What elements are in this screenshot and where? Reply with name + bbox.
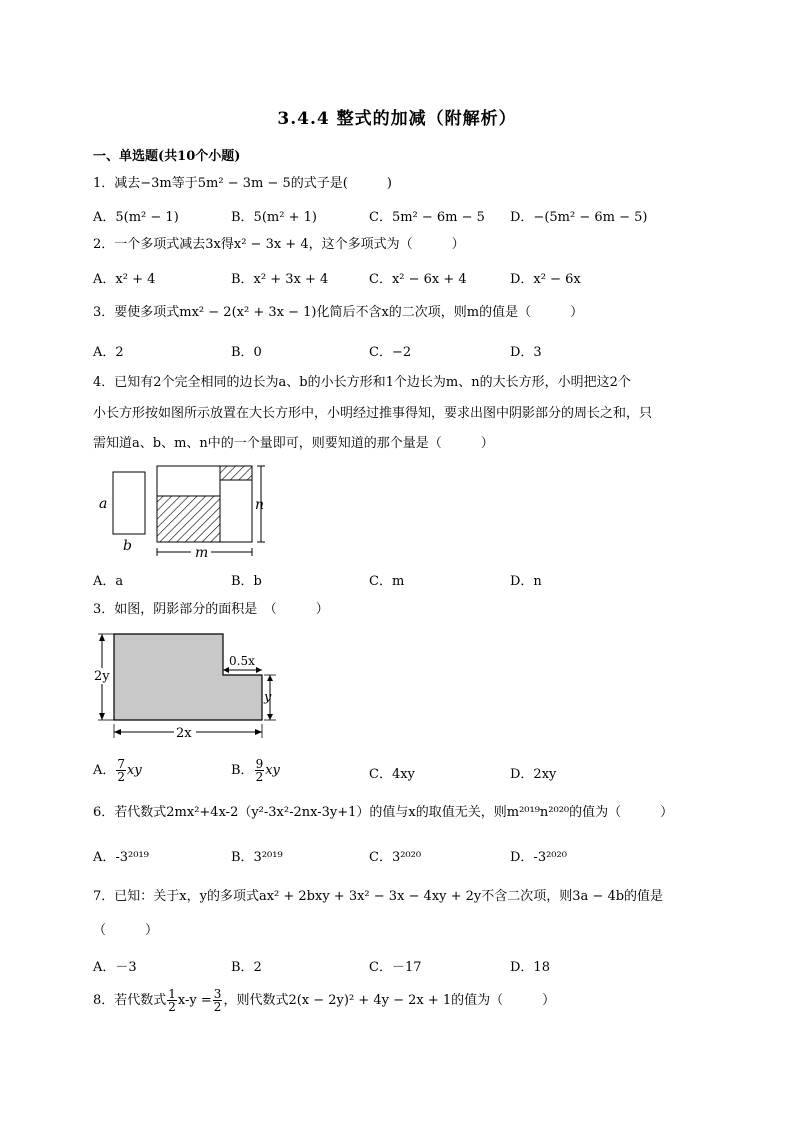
q1-option-c[interactable]: C．5m² − 6m − 5: [369, 210, 485, 225]
q2-option-c[interactable]: C．x² − 6x + 4: [369, 272, 467, 287]
q6-option-a[interactable]: A．-3²⁰¹⁹: [93, 850, 149, 865]
question-4-stem-line-2: 小长方形按如图所示放置在大长方形中，小明经过推事得知，要求出图中阴影部分的周长之和，只: [93, 406, 653, 421]
shaded-region-bottom-left: [157, 496, 220, 542]
q3-option-d[interactable]: D．3: [510, 345, 542, 360]
question-4-stem-line-3: 需知道a、b、m、n中的一个量即可，则要知道的那个量是（ ）: [93, 436, 494, 451]
q5-option-c[interactable]: C．4xy: [369, 767, 415, 782]
q2-option-b[interactable]: B．x² + 3x + 4: [231, 272, 329, 287]
question-3-stem: 3．要使多项式mx² − 2(x² + 3x − 1)化简后不含x的二次项，则m的值是（ ）: [93, 305, 584, 320]
q4-option-d[interactable]: D．n: [510, 574, 542, 589]
question-6-stem: 6．若代数式2mx²+4x-2（y²-3x²-2nx-3y+1）的值与x的取值无关，则m²⁰¹⁹n²⁰²⁰的值为（ ）: [93, 805, 674, 820]
q5-option-d[interactable]: D．2xy: [510, 767, 557, 782]
q5-option-b[interactable]: B． $\frac{9}{2}$ xy: [231, 757, 280, 784]
label-b: b: [123, 538, 132, 554]
label-m: m: [195, 545, 209, 561]
question-8-stem: 8．若代数式 $\frac{1}{2}$ x-y = $\frac{3}{2}$ ，则代数式2(x − 2y)² + 4y − 2x + 1的值为（ ）: [93, 987, 556, 1014]
q3-option-a[interactable]: A．2: [93, 345, 124, 360]
label-n: n: [255, 497, 265, 513]
question-4-figure: [95, 462, 275, 562]
question-1-stem: 1．减去−3m等于5m² − 3m − 5的式子是( ): [93, 176, 392, 191]
question-7-stem-line-2: （ ）: [93, 923, 159, 938]
label-2x: 2x: [176, 726, 192, 741]
label-2y: 2y: [94, 669, 110, 684]
page-title: 3.4.4 整式的加减（附解析）: [277, 109, 517, 129]
q5-option-a[interactable]: A． $\frac{7}{2}$ xy: [93, 757, 142, 784]
shaded-l-shape: [114, 634, 262, 720]
q1-option-d[interactable]: D．−(5m² − 6m − 5): [510, 210, 648, 225]
question-4-stem-line-1: 4．已知有2个完全相同的边长为a、b的小长方形和1个边长为m、n的大长方形，小明把这2个: [93, 375, 631, 390]
question-7-stem: 7．已知：关于x，y的多项式ax² + 2bxy + 3x² − 3x − 4xy + 2y不含二次项，则3a − 4b的值是: [93, 889, 664, 904]
q7-option-b[interactable]: B．2: [231, 960, 262, 975]
label-a: a: [99, 496, 108, 512]
q7-option-c[interactable]: C．－17: [369, 960, 422, 975]
q7-option-a[interactable]: A．－3: [93, 960, 137, 975]
q4-option-b[interactable]: B．b: [231, 574, 262, 589]
q2-option-d[interactable]: D．x² − 6x: [510, 272, 581, 287]
label-y: y: [264, 690, 272, 705]
q4-option-c[interactable]: C．m: [369, 574, 405, 589]
shaded-region-top-right: [220, 466, 252, 480]
q3-option-b[interactable]: B．0: [231, 345, 262, 360]
q2-option-a[interactable]: A．x² + 4: [93, 272, 156, 287]
question-2-stem: 2．一个多项式减去3x得x² − 3x + 4，这个多项式为（ ）: [93, 237, 465, 252]
q6-option-d[interactable]: D．-3²⁰²⁰: [510, 850, 567, 865]
q7-option-d[interactable]: D．18: [510, 960, 550, 975]
q3-option-c[interactable]: C．−2: [369, 345, 412, 360]
q4-option-a[interactable]: A．a: [93, 574, 124, 589]
q6-option-c[interactable]: C．3²⁰²⁰: [369, 850, 422, 865]
q1-option-a[interactable]: A．5(m² − 1): [93, 210, 179, 225]
question-5-figure: [92, 628, 292, 746]
question-5-stem: 3．如图，阴影部分的面积是 （ ）: [93, 602, 329, 617]
q6-option-b[interactable]: B．3²⁰¹⁹: [231, 850, 283, 865]
label-0-5x: 0.5x: [229, 654, 255, 668]
section-heading: 一、单选题(共10个小题): [93, 149, 241, 164]
q1-option-b[interactable]: B．5(m² + 1): [231, 210, 317, 225]
small-rectangle: [113, 472, 145, 534]
